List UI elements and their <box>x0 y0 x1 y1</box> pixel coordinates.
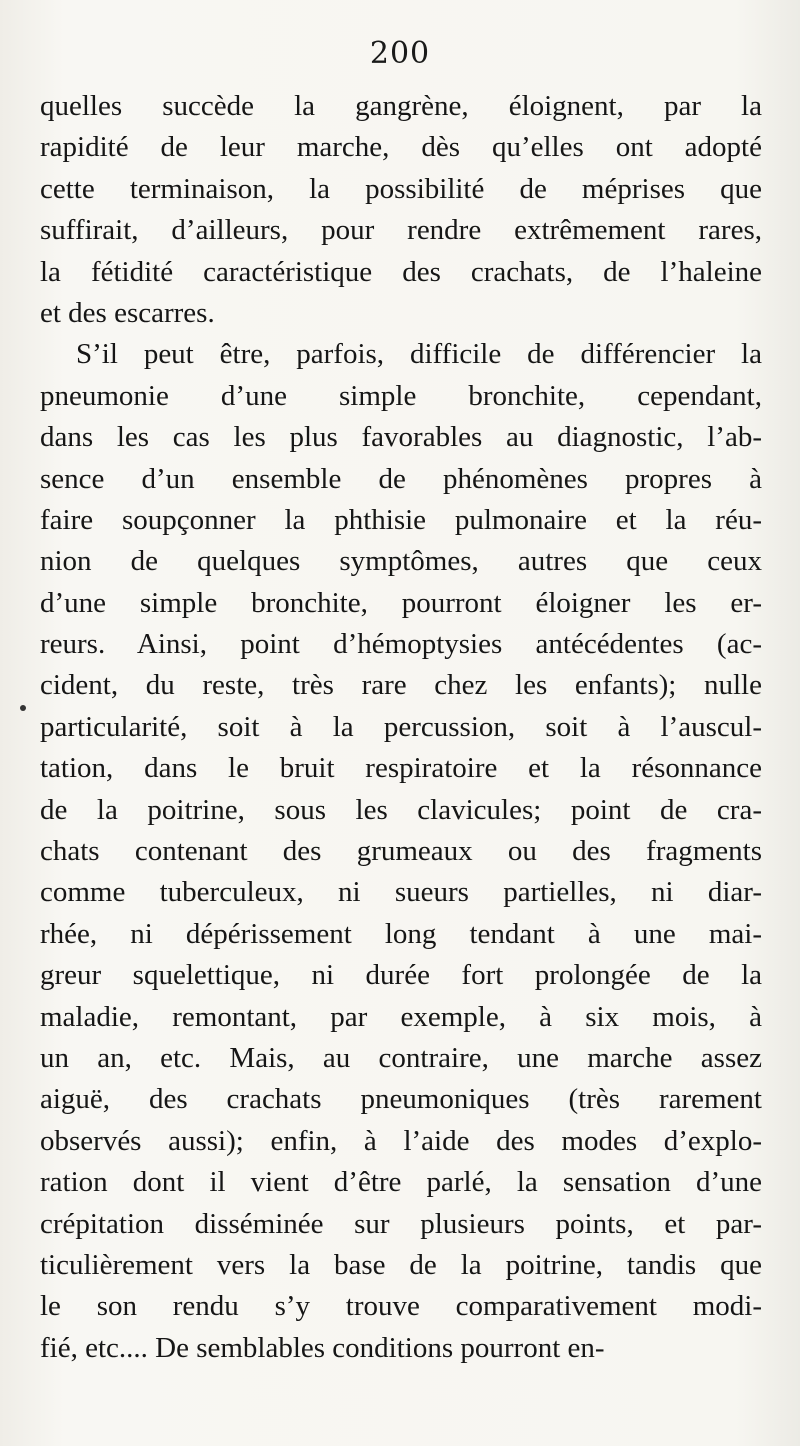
text-line: fié, etc.... De semblables conditions pourront en- <box>40 1331 605 1364</box>
text-line: S’il peut être, parfois, difficile de différencier la <box>76 338 762 371</box>
text-line: sence d’un ensemble de phénomènes propres à <box>40 462 762 495</box>
paragraph <box>40 334 762 1369</box>
text-line: tation, dans le bruit respiratoire et la résonnance <box>40 752 762 785</box>
text-line: quelles succède la gangrène, éloignent, par la <box>40 90 762 122</box>
text-line: le son rendu s’y trouve comparativement modi- <box>40 1290 762 1323</box>
text-line: cident, du reste, très rare chez les enfants); nulle <box>40 669 762 702</box>
text-line: pneumonie d’une simple bronchite, cependant, <box>40 379 762 412</box>
text-line: dans les cas les plus favorables au diagnostic, l’ab- <box>40 421 762 454</box>
text-line: de la poitrine, sous les clavicules; point de cra- <box>40 793 762 826</box>
text-line: faire soupçonner la phthisie pulmonaire et la réu- <box>40 503 762 536</box>
text-line: un an, etc. Mais, au contraire, une marche assez <box>40 1041 762 1074</box>
text-line: rhée, ni dépérissement long tendant à une mai- <box>40 917 762 950</box>
text-line: nion de quelques symptômes, autres que ceux <box>40 545 762 578</box>
text-line: chats contenant des grumeaux ou des fragments <box>40 835 762 868</box>
text-line: greur squelettique, ni durée fort prolongée de la <box>40 959 762 992</box>
text-line: ticulièrement vers la base de la poitrine, tandis que <box>40 1248 762 1281</box>
text-line: maladie, remontant, par exemple, à six mois, à <box>40 1000 762 1033</box>
text-line: cette terminaison, la possibilité de méprises que <box>40 172 762 205</box>
text-line: reurs. Ainsi, point d’hémoptysies antécédentes (ac- <box>40 628 762 661</box>
text-line: rapidité de leur marche, dès qu’elles ont adopté <box>40 131 762 164</box>
text-line: observés aussi); enfin, à l’aide des modes d’explo- <box>40 1124 762 1157</box>
text-line: aiguë, des crachats pneumoniques (très rarement <box>40 1083 762 1116</box>
text-line: particularité, soit à la percussion, soit à l’auscul- <box>40 710 762 743</box>
text-line: crépitation disséminée sur plusieurs points, et par- <box>40 1207 762 1240</box>
body-text <box>40 86 762 1369</box>
text-line: suffirait, d’ailleurs, pour rendre extrêmement rares, <box>40 214 762 247</box>
text-line: ration dont il vient d’être parlé, la sensation d’une <box>40 1166 762 1199</box>
text-line: comme tuberculeux, ni sueurs partielles, ni diar- <box>40 876 762 909</box>
text-line: et des escarres. <box>40 296 215 329</box>
page-number: 200 <box>369 36 431 71</box>
paragraph <box>40 86 762 334</box>
ink-speck <box>20 705 26 711</box>
text-line: d’une simple bronchite, pourront éloigner les er- <box>40 586 762 619</box>
text-line: la fétidité caractéristique des crachats, de l’haleine <box>40 255 762 288</box>
